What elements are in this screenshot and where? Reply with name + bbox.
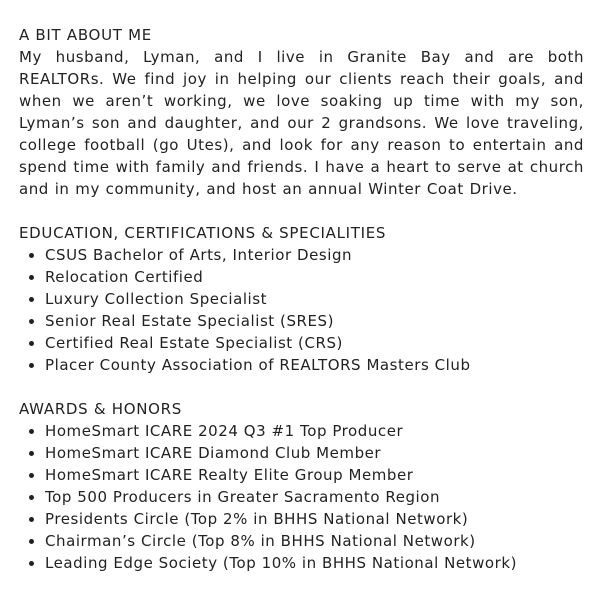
list-item: Placer County Association of REALTORS Masters Club xyxy=(19,354,584,376)
list-item: Chairman’s Circle (Top 8% in BHHS National Network) xyxy=(19,530,584,552)
list-item: HomeSmart ICARE 2024 Q3 #1 Top Producer xyxy=(19,420,584,442)
list-item: CSUS Bachelor of Arts, Interior Design xyxy=(19,244,584,266)
profile-content xyxy=(19,24,584,574)
education-heading: EDUCATION, CERTIFICATIONS & SPECIALITIES xyxy=(19,224,387,242)
education-list xyxy=(19,244,584,376)
education-section xyxy=(19,222,584,376)
list-item: Relocation Certified xyxy=(19,266,584,288)
about-body: My husband, Lyman, and I live in Granite Bay and are both REALTORs. We find joy in helping our clients reach their goals, and when we aren’t working, we love soaking up time with my son, Lyman’s son and daughter, and our 2 grandsons. We love traveling, college football (go Utes), and look for any reason to entertain and spend time with family and friends. I have a heart to serve at church and in my community, and host an annual Winter Coat Drive. xyxy=(19,48,584,198)
about-heading: A BIT ABOUT ME xyxy=(19,26,152,44)
awards-heading: AWARDS & HONORS xyxy=(19,400,182,418)
list-item: Leading Edge Society (Top 10% in BHHS National Network) xyxy=(19,552,584,574)
awards-list xyxy=(19,420,584,574)
list-item: Certified Real Estate Specialist (CRS) xyxy=(19,332,584,354)
list-item: HomeSmart ICARE Diamond Club Member xyxy=(19,442,584,464)
list-item: Presidents Circle (Top 2% in BHHS National Network) xyxy=(19,508,584,530)
list-item: Senior Real Estate Specialist (SRES) xyxy=(19,310,584,332)
list-item: HomeSmart ICARE Realty Elite Group Member xyxy=(19,464,584,486)
list-item: Top 500 Producers in Greater Sacramento Region xyxy=(19,486,584,508)
awards-section xyxy=(19,398,584,574)
about-section xyxy=(19,24,584,200)
list-item: Luxury Collection Specialist xyxy=(19,288,584,310)
